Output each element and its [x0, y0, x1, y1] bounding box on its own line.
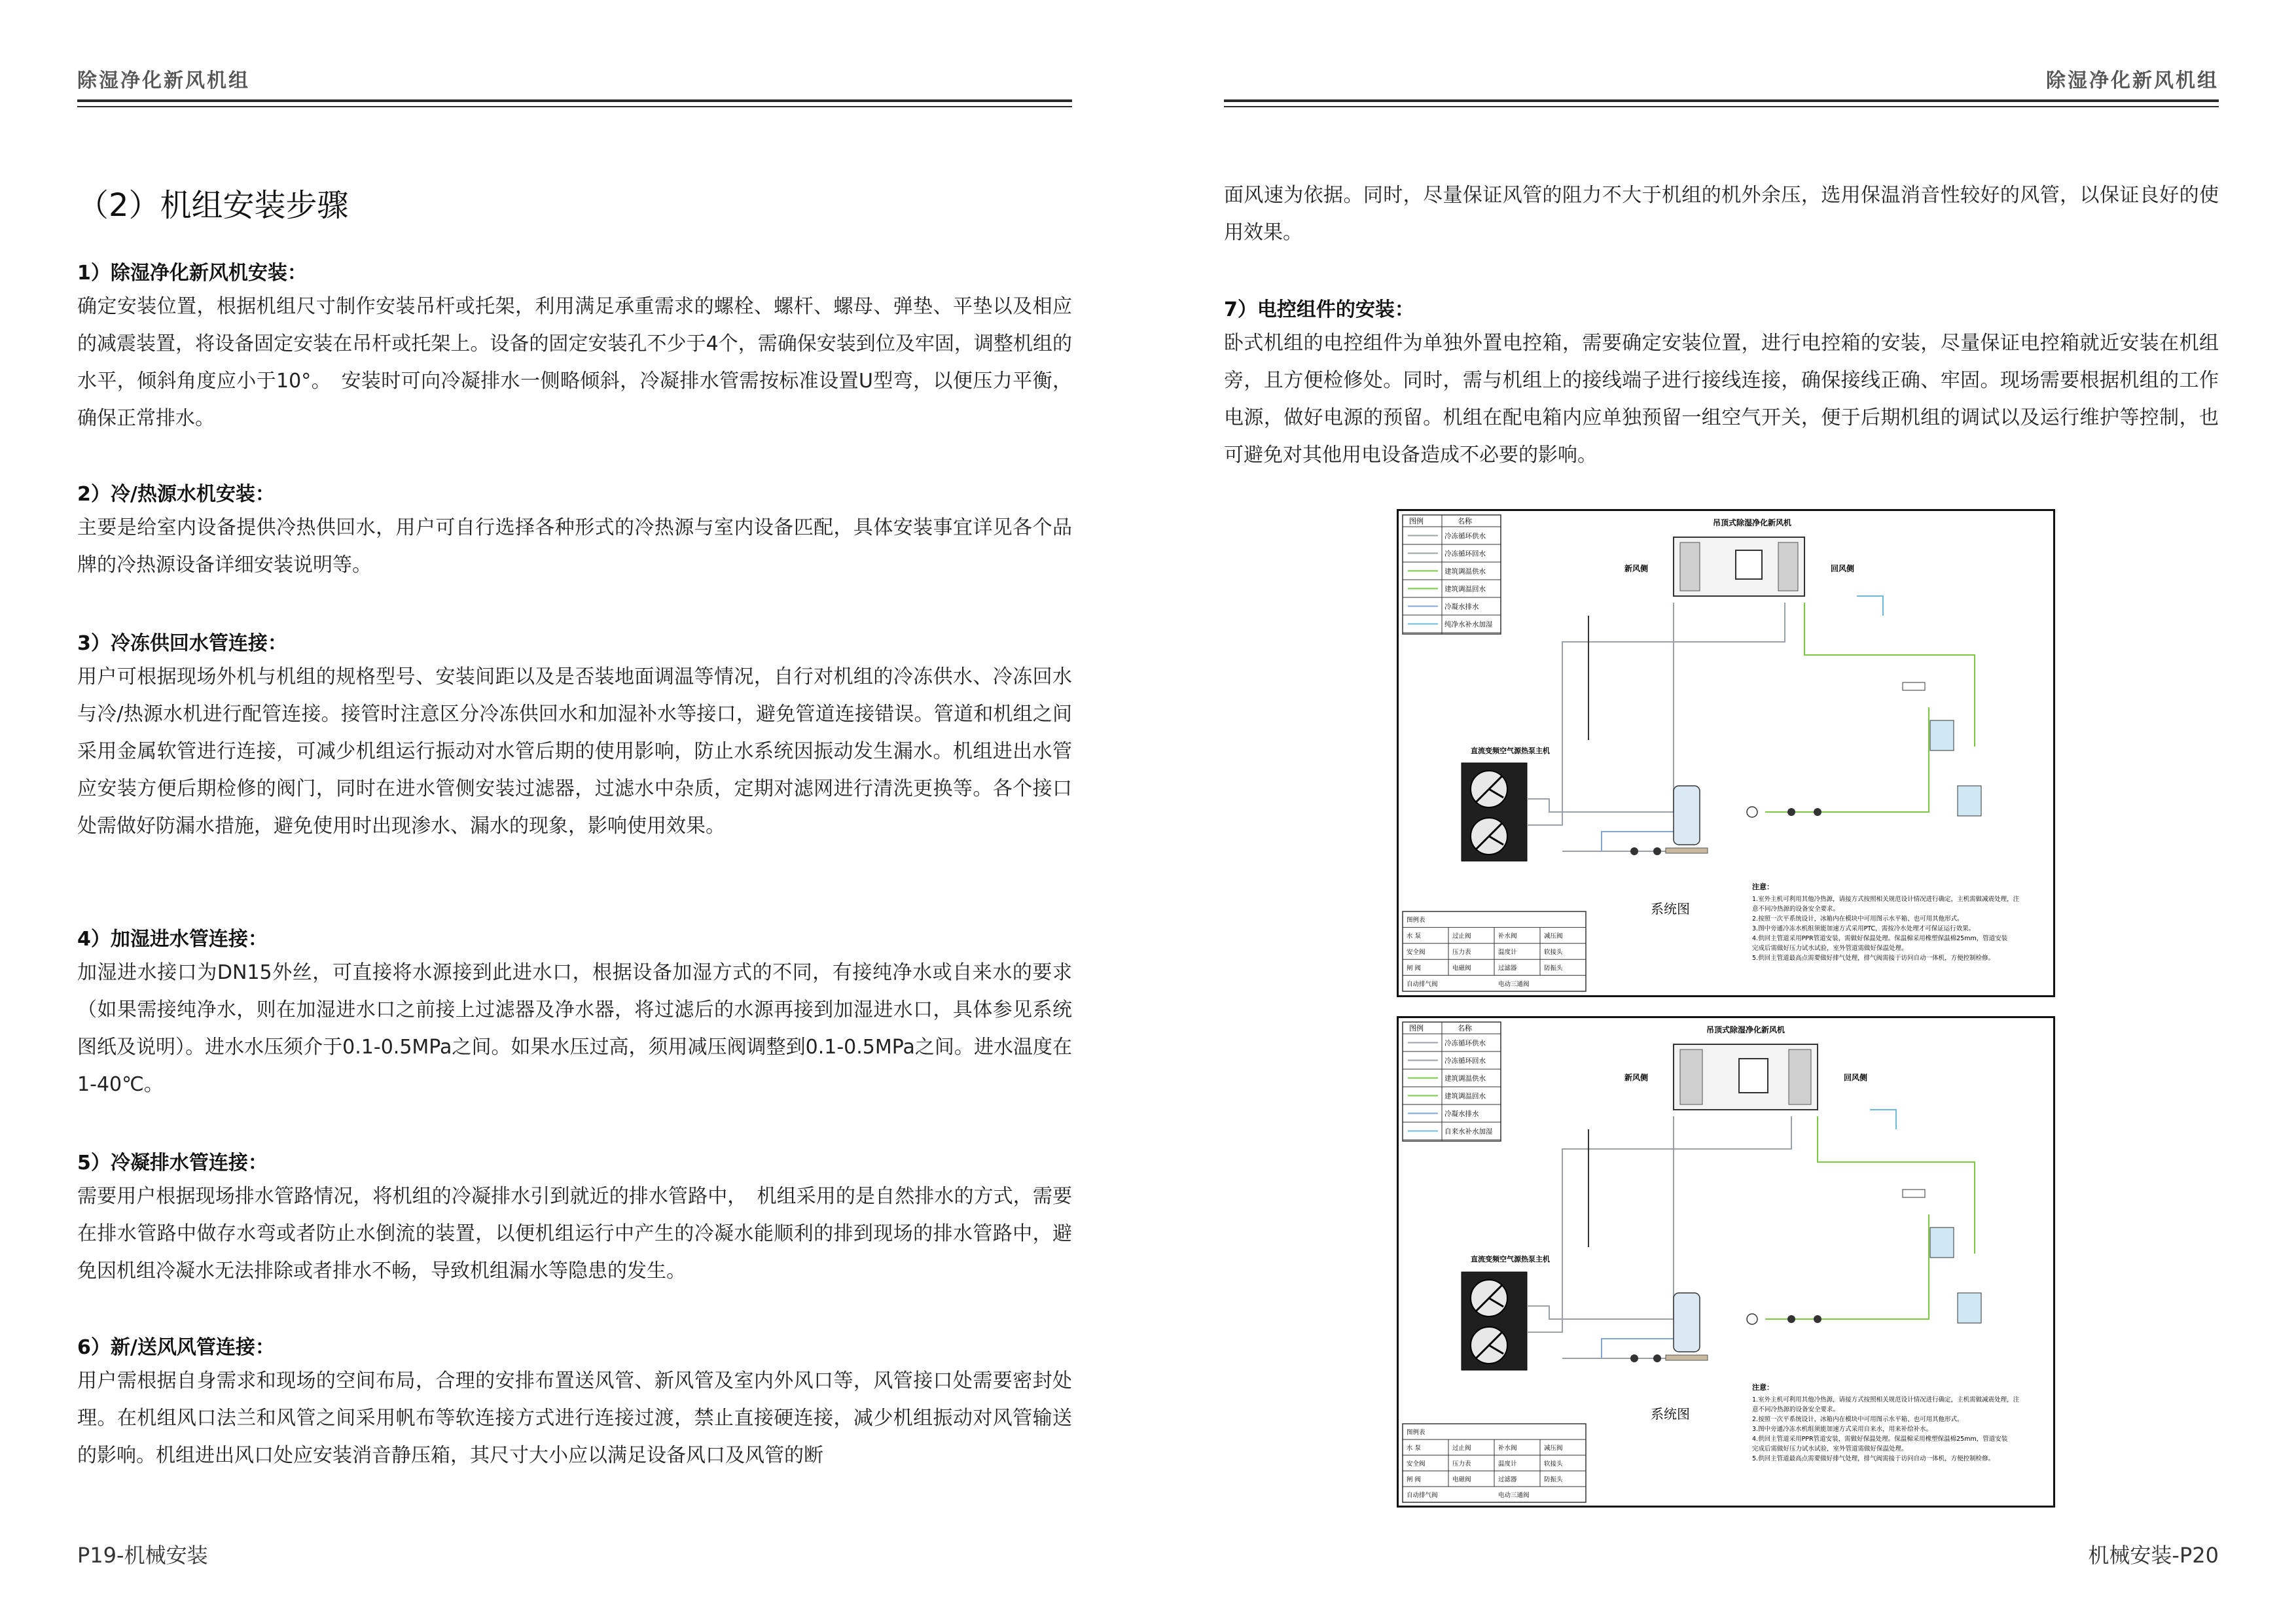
section-text-1: 确定安装位置，根据机组尺寸制作安装吊杆或托架，利用满足承重需求的螺栓、螺杆、螺母、弹垫、平垫以及相应的减震装置，将设备固定安装在吊杆或托架上。设备的固定安装孔不少于4个，需确保安装到位及牢固，调整机组的水平，倾斜角度应小于10°。 安装时可向冷凝排水一侧略倾斜，冷凝排水管需按标准设置U型弯，以便压力平衡，确保正常排水。: [77, 295, 1072, 430]
buffer-tank: [1666, 1293, 1708, 1360]
symbol-label: 防振头: [1544, 1476, 1563, 1483]
legend-row-label: 纯净水补水加湿: [1444, 620, 1493, 629]
symbol-label: 图例表: [1407, 917, 1426, 925]
note-line: 1.室外主机可利用其他冷热源，请接方式按照相关规范设计情况进行确定，主机需做减震处理，注: [1752, 896, 2020, 903]
note-line: 4.供回主管道采用PPR管道安装，需做好保温处理。保温棉采用橡塑保温棉25mm，管道安装: [1752, 935, 2008, 942]
note-line: 完成后需做好压力试水试验，室外管道需做好保温处理。: [1752, 1445, 1908, 1453]
header-rule-thin: [1224, 106, 2219, 107]
section-title-6: 6）新/送风风管连接：: [77, 1336, 275, 1359]
fresh-side-label: 新风侧: [1624, 564, 1649, 573]
outdoor-unit-label: 直流变频空气源热泵主机: [1471, 747, 1550, 755]
header-rule-thick: [77, 99, 1072, 102]
symbol-label: 自动排气阀: [1407, 1492, 1438, 1499]
symbol-label: 补水阀: [1498, 1445, 1517, 1452]
symbol-label: 电动三通阀: [1498, 980, 1530, 988]
symbol-label: 补水阀: [1498, 932, 1517, 940]
symbol-label: 电磁阀: [1452, 1476, 1471, 1483]
legend-table: [1403, 515, 1501, 634]
note-line: 5.供回主管道最高点需要做好排气处理，排气阀需接于访问自动一体机，方便控制检修。: [1752, 955, 1995, 962]
diagram-notes: [1752, 882, 2020, 962]
note-line: 5.供回主管道最高点需要做好排气处理，排气阀需接于访问自动一体机，方便控制检修。: [1752, 1455, 1995, 1462]
return-side-label: 回风侧: [1844, 1073, 1868, 1082]
system-diagram-svg-2: [1399, 1018, 2053, 1506]
symbol-label: 压力表: [1452, 949, 1471, 956]
brand-header-left: 除湿净化新风机组: [77, 69, 250, 92]
section-title-1: 1）除湿净化新风机安装：: [77, 262, 307, 285]
note-line: 1.室外主机可利用其他冷热源，请接方式按照相关规范设计情况进行确定，主机需做减震处理，注: [1752, 1396, 2020, 1403]
diagram-notes: [1752, 1383, 2020, 1462]
symbol-label: 软接头: [1544, 949, 1563, 956]
system-diagram-2: [1397, 1016, 2055, 1508]
fresh-side-label: 新风侧: [1624, 1073, 1649, 1082]
svg-text:注意：: 注意：: [1752, 1383, 1774, 1392]
symbol-label: 防振头: [1544, 964, 1563, 972]
symbol-label: 电动三通阀: [1498, 1492, 1530, 1499]
note-line: 2.按照一次平系统设计，冰箱内在模块中可用图示水平箱、也可用其他形式。: [1752, 915, 1964, 923]
header-rule-thick: [1224, 99, 2219, 102]
section-text-7: 卧式机组的电控组件为单独外置电控箱，需要确定安装位置，进行电控箱的安装，尽量保证电控箱就近安装在机组旁，且方便检修处。同时，需与机组上的接线端子进行接线连接，确保接线正确、牢固。现场需要根据机组的工作电源，做好电源的预留。机组在配电箱内应单独预留一组空气开关，便于后期机组的调试以及运行维护等控制，也可避免对其他用电设备造成不必要的影响。: [1224, 332, 2219, 467]
symbol-label: 闸 阀: [1407, 1476, 1422, 1483]
symbol-label: 软接头: [1544, 1460, 1563, 1468]
symbol-label: 过止阀: [1452, 932, 1471, 940]
note-line: 4.供回主管道采用PPR管道安装，需做好保温处理。保温棉采用橡塑保温棉25mm，管道安装: [1752, 1436, 2008, 1443]
legend-table: [1403, 1022, 1501, 1141]
legend-row-label: 建筑调温回水: [1444, 585, 1486, 593]
legend-row-label: 建筑调温供水: [1444, 1074, 1486, 1083]
legend-head-name: 名称: [1458, 1024, 1472, 1033]
symbol-label: 减压阀: [1544, 932, 1563, 940]
system-diagram-label: 系统图: [1651, 1406, 1690, 1422]
legend-row-label: 冷冻循环供水: [1444, 532, 1486, 540]
fresh-air-unit: [1624, 518, 1854, 596]
continuation-text: 面风速为依据。同时，尽量保证风管的阻力不大于机组的机外余压，选用保温消音性较好的风管，以保证良好的使用效果。: [1224, 184, 2219, 244]
symbol-label: 过滤器: [1498, 964, 1517, 972]
note-line: 3.图中旁通冷冻水机组须能加速方式采用PTC，需按冷水处理才可保证运行效果。: [1752, 925, 1975, 932]
brand-header-right: 除湿净化新风机组: [2046, 69, 2219, 92]
return-side-label: 回风侧: [1831, 564, 1855, 573]
section-text-5: 需要用户根据现场排水管路情况，将机组的冷凝排水引到就近的排水管路中， 机组采用的是自然排水的方式，需要在排水管路中做存水弯或者防止水倒流的装置，以便机组运行中产生的冷凝水能顺利的排到现场的排水管路中，避免因机组冷凝水无法排除或者排水不畅，导致机组漏水等隐患的发生。: [77, 1185, 1072, 1282]
system-diagram-1: [1397, 509, 2055, 997]
legend-head-name: 名称: [1458, 517, 1472, 525]
page-heading: （2）机组安装步骤: [77, 187, 349, 224]
section-title-4: 4）加湿进水管连接：: [77, 928, 268, 951]
section-title-5: 5）冷凝排水管连接：: [77, 1152, 268, 1174]
note-line: 意不同冷热源的设备安全要求。: [1752, 906, 1840, 913]
symbol-label: 水 泵: [1407, 932, 1422, 940]
section-text-6: 用户需根据自身需求和现场的空间布局，合理的安排布置送风管、新风管及室内外风口等，风管接口处需要密封处理。在机组风口法兰和风管之间采用帆布等软连接方式进行连接过渡，禁止直接硬连接，减少机组振动对风管输送的影响。机组进出风口处应安装消音静压箱，其尺寸大小应以满足设备风口及风管的断: [77, 1369, 1072, 1467]
system-diagram-label: 系统图: [1651, 901, 1690, 917]
symbol-label: 电磁阀: [1452, 964, 1471, 972]
outdoor-unit-label: 直流变频空气源热泵主机: [1471, 1255, 1550, 1263]
section-title-2: 2）冷/热源水机安装：: [77, 483, 275, 506]
note-line: 3.图中旁通冷冻水机组须能加速方式采用自来水，用来补给补水。: [1752, 1426, 1933, 1433]
symbol-label: 图例表: [1407, 1429, 1426, 1436]
note-line: 完成后需做好压力试水试验，室外管道需做好保温处理。: [1752, 945, 1908, 952]
symbol-label: 减压阀: [1544, 1445, 1563, 1452]
header-rule-thin: [77, 106, 1072, 107]
legend-row-label: 冷冻循环供水: [1444, 1039, 1486, 1048]
symbol-table: [1403, 911, 1586, 991]
legend-head-symbol: 图例: [1409, 517, 1424, 525]
note-line: 2.按照一次平系统设计，冰箱内在模块中可用图示水平箱、也可用其他形式。: [1752, 1416, 1964, 1423]
symbol-label: 水 泵: [1407, 1445, 1422, 1452]
legend-row-label: 建筑调温供水: [1444, 567, 1486, 576]
page-footer-left: P19-机械安装: [77, 1543, 208, 1568]
fresh-air-unit: [1624, 1025, 1867, 1110]
symbol-label: 闸 阀: [1407, 964, 1422, 972]
legend-row-label: 冷凝水排水: [1444, 603, 1479, 611]
unit-title: 吊顶式除湿净化新风机: [1706, 1025, 1785, 1034]
note-line: 意不同冷热源的设备安全要求。: [1752, 1406, 1840, 1413]
section-text-3: 用户可根据现场外机与机组的规格型号、安装间距以及是否装地面调温等情况，自行对机组的冷冻供水、冷冻回水与冷/热源水机进行配管连接。接管时注意区分冷冻供回水和加湿补水等接口，避免管道连接错误。管道和机组之间采用金属软管进行连接，可减少机组运行振动对水管后期的使用影响，防止水系统因振动发生漏水。机组进出水管应安装方便后期检修的阀门，同时在进水管侧安装过滤器，过滤水中杂质，定期对滤网进行清洗更换等。各个接口处需做好防漏水措施，避免使用时出现渗水、漏水的现象，影响使用效果。: [77, 665, 1072, 838]
symbol-label: 自动排气阀: [1407, 980, 1438, 988]
legend-row-label: 冷冻循环回水: [1444, 1057, 1486, 1065]
symbol-table: [1403, 1424, 1586, 1502]
outdoor-heat-pump: [1462, 746, 1550, 861]
symbol-label: 过滤器: [1498, 1476, 1517, 1483]
legend-row-label: 自来水补水加湿: [1444, 1127, 1493, 1136]
section-text-4: 加湿进水接口为DN15外丝，可直接将水源接到此进水口，根据设备加湿方式的不同，有接纯净水或自来水的要求（如果需接纯净水，则在加湿进水口之前接上过滤器及净水器，将过滤后的水源再接到加湿进水口，具体参见系统图纸及说明）。进水水压须介于0.1-0.5MPa之间。如果水压过高，须用减压阀调整到0.1-0.5MPa之间。进水温度在1-40℃。: [77, 961, 1072, 1096]
right-page: [1148, 0, 2296, 1624]
svg-text:注意：: 注意：: [1752, 883, 1774, 891]
page-footer-right: 机械安装-P20: [2088, 1543, 2219, 1568]
system-diagram-svg-1: [1399, 511, 2053, 995]
buffer-tank: [1666, 786, 1708, 853]
legend-head-symbol: 图例: [1409, 1024, 1424, 1033]
symbol-label: 温度计: [1498, 1460, 1517, 1468]
section-text-2: 主要是给室内设备提供冷热供回水，用户可自行选择各种形式的冷热源与室内设备匹配，具体安装事宜详见各个品牌的冷热源设备详细安装说明等。: [77, 516, 1072, 576]
section-title-3: 3）冷冻供回水管连接：: [77, 632, 287, 655]
symbol-label: 过止阀: [1452, 1445, 1471, 1452]
legend-row-label: 建筑调温回水: [1444, 1092, 1486, 1101]
legend-row-label: 冷冻循环回水: [1444, 550, 1486, 558]
outdoor-heat-pump: [1462, 1254, 1550, 1370]
symbol-label: 温度计: [1498, 949, 1517, 956]
section-title-7: 7）电控组件的安装：: [1224, 298, 1414, 321]
symbol-label: 安全阀: [1407, 949, 1426, 956]
symbol-label: 压力表: [1452, 1460, 1471, 1468]
unit-title: 吊顶式除湿净化新风机: [1713, 518, 1792, 527]
legend-row-label: 冷凝水排水: [1444, 1110, 1479, 1118]
symbol-label: 安全阀: [1407, 1460, 1426, 1468]
